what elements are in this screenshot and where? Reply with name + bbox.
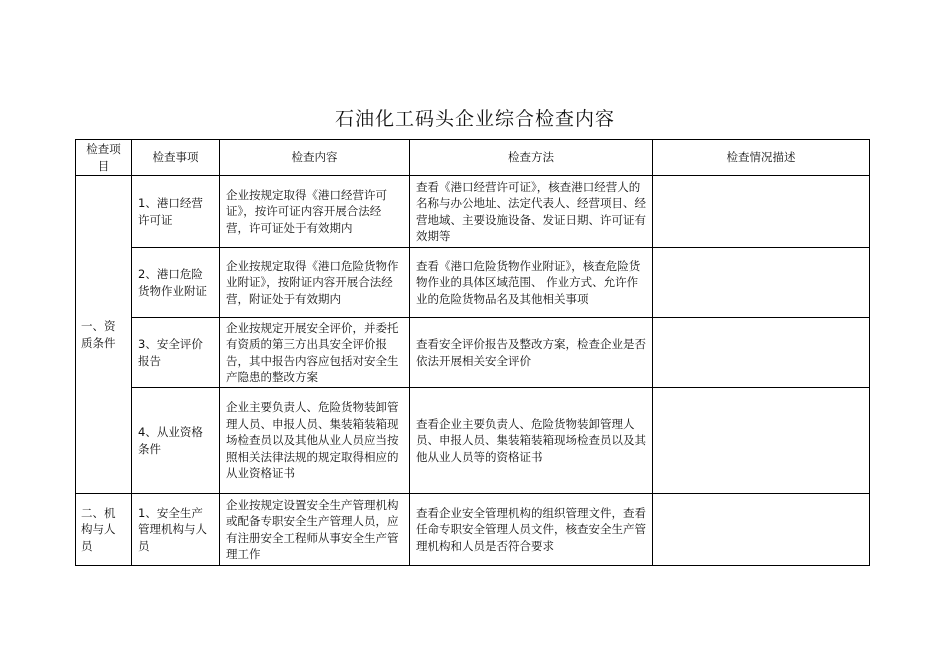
method-cell: 查看《港口危险货物作业附证》，核查危险货物作业的具体区域范围、 作业方式、允许作业的危险货物品名及其他相关事项	[410, 248, 653, 318]
table-row	[76, 318, 870, 388]
method-cell: 查看《港口经营许可证》，核查港口经营人的名称与办公地址、法定代表人、经营项目、经营地域、主要设施设备、发证日期、许可证有效期等	[410, 176, 653, 248]
description-cell[interactable]	[653, 176, 870, 248]
content-cell: 企业按规定设置安全生产管理机构或配备专职安全生产管理人员，应有注册安全工程师从事安全生产管理工作	[220, 494, 410, 566]
item-cell: 3、安全评价报告	[132, 318, 220, 388]
table-row	[76, 388, 870, 494]
item-cell: 1、安全生产管理机构与人员	[132, 494, 220, 566]
description-cell[interactable]	[653, 388, 870, 494]
method-cell: 查看企业主要负责人、危险货物装卸管理人员、申报人员、集装箱装箱现场检查员以及其他从业人员等的资格证书	[410, 388, 653, 494]
item-cell: 4、从业资格条件	[132, 388, 220, 494]
description-cell[interactable]	[653, 494, 870, 566]
item-cell: 1、港口经营许可证	[132, 176, 220, 248]
category-cell: 一、资质条件	[76, 176, 132, 494]
table-header-row	[76, 140, 870, 176]
header-description: 检查情况描述	[653, 140, 870, 176]
page-title: 石油化工码头企业综合检查内容	[334, 108, 615, 130]
content-cell: 企业按规定开展安全评价，并委托有资质的第三方出具安全评价报告，其中报告内容应包括对安全生产隐患的整改方案	[220, 318, 410, 388]
method-cell: 查看安全评价报告及整改方案，检查企业是否依法开展相关安全评价	[410, 318, 653, 388]
header-category: 检查项目	[76, 140, 132, 176]
category-cell: 二、机构与人员	[76, 494, 132, 566]
table-row	[76, 176, 870, 248]
header-item: 检查事项	[132, 140, 220, 176]
item-cell: 2、港口危险货物作业附证	[132, 248, 220, 318]
header-method: 检查方法	[410, 140, 653, 176]
inspection-table	[75, 139, 870, 566]
content-cell: 企业按规定取得《港口经营许可证》，按许可证内容开展合法经营，许可证处于有效期内	[220, 176, 410, 248]
table-row	[76, 494, 870, 566]
table-row	[76, 248, 870, 318]
header-content: 检查内容	[220, 140, 410, 176]
description-cell[interactable]	[653, 318, 870, 388]
content-cell: 企业主要负责人、危险货物装卸管理人员、申报人员、集装箱装箱现场检查员以及其他从业人员应当按照相关法律法规的规定取得相应的从业资格证书	[220, 388, 410, 494]
description-cell[interactable]	[653, 248, 870, 318]
content-cell: 企业按规定取得《港口危险货物作业附证》，按附证内容开展合法经营，附证处于有效期内	[220, 248, 410, 318]
method-cell: 查看企业安全管理机构的组织管理文件，查看任命专职安全管理人员文件，核查安全生产管理机构和人员是否符合要求	[410, 494, 653, 566]
